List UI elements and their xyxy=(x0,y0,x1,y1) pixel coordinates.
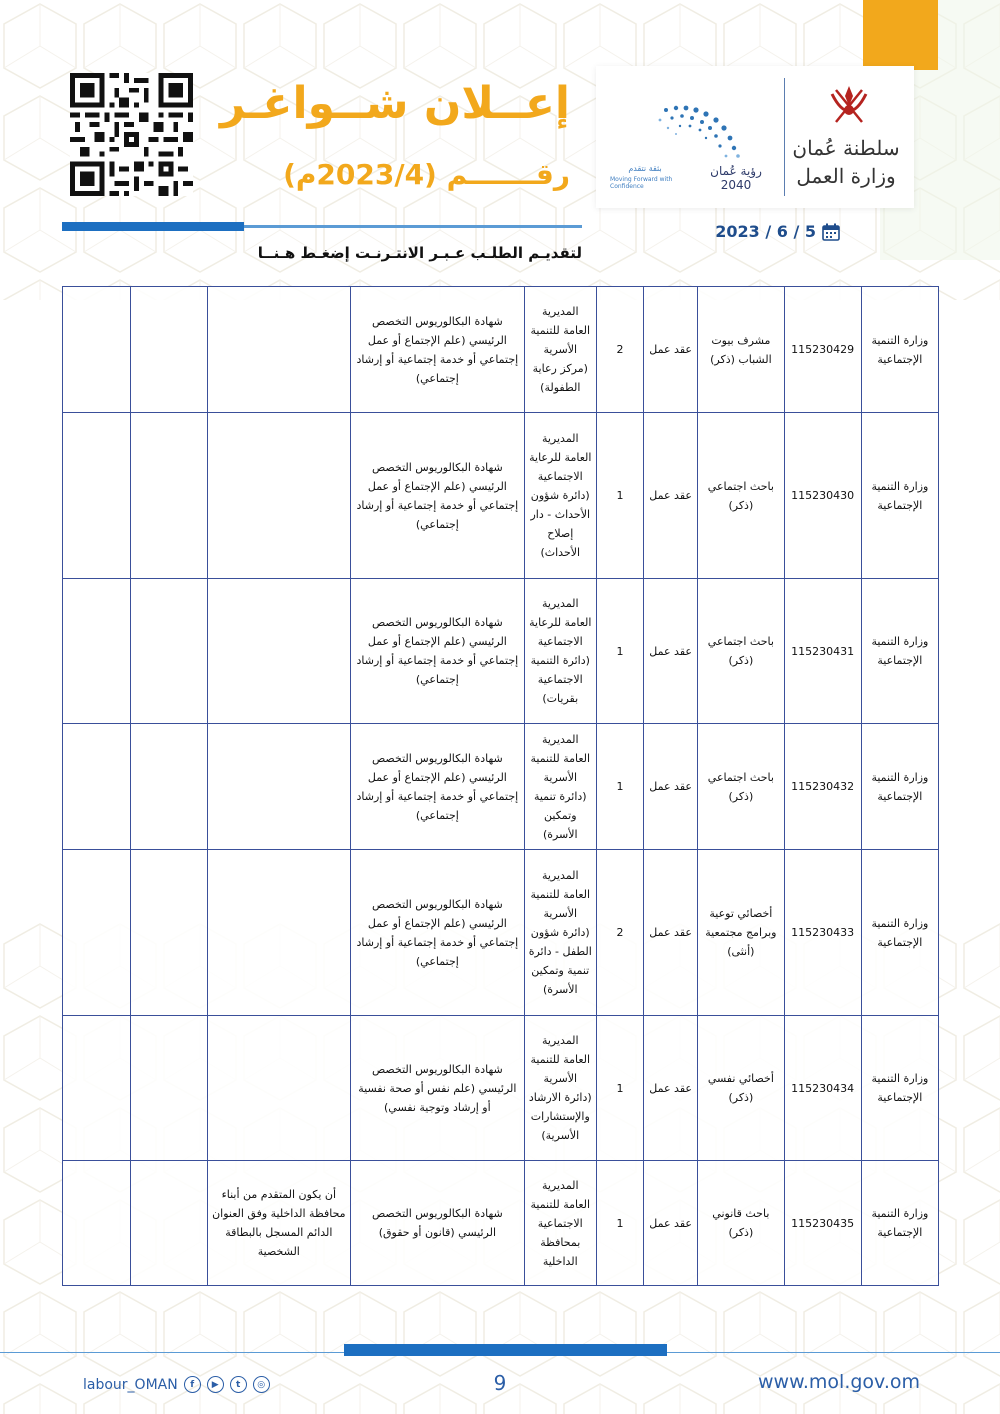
cell-title: باحث اجتماعي (ذكر) xyxy=(698,579,784,724)
vision-2040-text: رؤية عُمان 2040 xyxy=(710,164,762,192)
table-row xyxy=(63,850,939,1016)
header-rule-accent xyxy=(62,222,244,231)
footer-rule-accent xyxy=(344,1344,667,1356)
website-link[interactable]: www.mol.gov.om xyxy=(758,1371,920,1393)
cell-empty xyxy=(63,1016,131,1161)
announcement-date xyxy=(690,222,840,241)
cell-ministry: وزارة التنمية الإجتماعية xyxy=(861,287,938,413)
cell-qualification: شهادة البكالوريوس التخصص الرئيسي (علم الإجتماع أو عمل إجتماعي أو خدمة إجتماعية أو إرشاد إجتماعي) xyxy=(351,850,525,1016)
cell-directorate: المديرية العامة للرعاية الاجتماعية (دائرة شؤون الأحداث - دار إصلاح الأحداث) xyxy=(524,413,596,579)
cell-notes xyxy=(207,850,350,1016)
cell-count: 1 xyxy=(596,1161,643,1286)
youtube-icon[interactable]: ▶ xyxy=(207,1376,224,1393)
cell-notes xyxy=(207,724,350,850)
logo-divider xyxy=(784,78,785,196)
vision-tagline-ar: بثقة نتقدم xyxy=(628,164,662,173)
social-handle-text: labour_OMAN xyxy=(83,1376,178,1393)
facebook-icon[interactable]: f xyxy=(184,1376,201,1393)
cell-contract: عقد عمل xyxy=(644,850,698,1016)
social-handle xyxy=(83,1376,270,1393)
logo-ministry-text: وزارة العمل xyxy=(796,164,896,188)
cell-title: مشرف بيوت الشباب (ذكر) xyxy=(698,287,784,413)
page-title: إعــلان شــواغـر xyxy=(220,78,570,129)
cell-contract: عقد عمل xyxy=(644,724,698,850)
cell-empty xyxy=(63,413,131,579)
cell-ministry: وزارة التنمية الإجتماعية xyxy=(861,579,938,724)
oman-emblem-icon xyxy=(826,82,872,132)
logo-country-text: سلطنة عُمان xyxy=(792,136,900,160)
vision-tagline-en: Moving Forward with Confidence xyxy=(610,176,673,190)
cell-code: 115230435 xyxy=(784,1161,861,1286)
table-row xyxy=(63,1161,939,1286)
cell-notes xyxy=(207,579,350,724)
calendar-icon xyxy=(822,223,840,241)
table-row xyxy=(63,579,939,724)
page-number: 9 xyxy=(493,1371,507,1395)
cell-code: 115230431 xyxy=(784,579,861,724)
cell-count: 1 xyxy=(596,724,643,850)
cell-qualification: شهادة البكالوريوس التخصص الرئيسي (علم الإجتماع أو عمل إجتماعي أو خدمة إجتماعية أو إرشاد إجتماعي) xyxy=(351,413,525,579)
cell-qualification: شهادة البكالوريوس التخصص الرئيسي (علم الإجتماع أو عمل إجتماعي أو خدمة إجتماعية أو إرشاد إجتماعي) xyxy=(351,724,525,850)
header-accent-strip xyxy=(863,0,938,70)
table-row xyxy=(63,1016,939,1161)
cell-notes xyxy=(207,413,350,579)
twitter-icon[interactable]: t xyxy=(230,1376,247,1393)
cell-qualification: شهادة البكالوريوس التخصص الرئيسي (علم نفس أو صحة نفسية أو إرشاد وتوجية نفسي) xyxy=(351,1016,525,1161)
cell-empty xyxy=(131,724,207,850)
cell-notes xyxy=(207,287,350,413)
cell-empty xyxy=(131,579,207,724)
cell-count: 1 xyxy=(596,1016,643,1161)
cell-title: أخصائي توعية وبرامج مجتمعية (أنثى) xyxy=(698,850,784,1016)
cell-ministry: وزارة التنمية الإجتماعية xyxy=(861,1161,938,1286)
cell-code: 115230432 xyxy=(784,724,861,850)
cell-ministry: وزارة التنمية الإجتماعية xyxy=(861,1016,938,1161)
date-text: 2023 / 6 / 5 xyxy=(715,222,816,241)
cell-code: 115230430 xyxy=(784,413,861,579)
cell-code: 115230434 xyxy=(784,1016,861,1161)
cell-empty xyxy=(131,1161,207,1286)
apply-online-link[interactable]: لتقديـم الطلـب عـبـر الانتـرنـت إضغـط هـنــا xyxy=(257,244,582,262)
cell-notes: أن يكون المتقدم من أبناء محافظة الداخلية وفق العنوان الدائم المسجل بالبطاقة الشخصية xyxy=(207,1161,350,1286)
apply-qr-code[interactable] xyxy=(70,73,193,196)
cell-directorate: المديرية العامة للتنمية الأسرية (دائرة الارشاد والإستشارات الأسرية) xyxy=(524,1016,596,1161)
cell-empty xyxy=(63,1161,131,1286)
cell-contract: عقد عمل xyxy=(644,579,698,724)
cell-ministry: وزارة التنمية الإجتماعية xyxy=(861,724,938,850)
cell-count: 1 xyxy=(596,579,643,724)
table-row xyxy=(63,413,939,579)
cell-directorate: المديرية العامة للتنمية الأسرية (مركز رعاية الطفولة) xyxy=(524,287,596,413)
cell-title: باحث قانوني (ذكر) xyxy=(698,1161,784,1286)
cell-code: 115230433 xyxy=(784,850,861,1016)
vacancies-table xyxy=(62,286,939,1286)
cell-empty xyxy=(131,287,207,413)
logo-panel xyxy=(596,66,914,208)
cell-title: باحث اجتماعي (ذكر) xyxy=(698,724,784,850)
table-row xyxy=(63,287,939,413)
cell-title: باحث اجتماعي (ذكر) xyxy=(698,413,784,579)
cell-empty xyxy=(131,413,207,579)
cell-count: 1 xyxy=(596,413,643,579)
vision-2040-swirl-icon xyxy=(646,98,776,168)
cell-empty xyxy=(131,1016,207,1161)
cell-count: 2 xyxy=(596,850,643,1016)
cell-empty xyxy=(63,579,131,724)
cell-count: 2 xyxy=(596,287,643,413)
cell-qualification: شهادة البكالوريوس التخصص الرئيسي (علم الإجتماع أو عمل إجتماعي أو خدمة إجتماعية أو إرشاد إجتماعي) xyxy=(351,579,525,724)
cell-contract: عقد عمل xyxy=(644,287,698,413)
cell-contract: عقد عمل xyxy=(644,1016,698,1161)
cell-qualification: شهادة البكالوريوس التخصص الرئيسي (قانون أو حقوق) xyxy=(351,1161,525,1286)
cell-code: 115230429 xyxy=(784,287,861,413)
cell-title: أخصائي نفسي (ذكر) xyxy=(698,1016,784,1161)
cell-directorate: المديرية العامة للتنمية الأسرية (دائرة شؤون الطفل - دائرة تنمية وتمكين الأسرة) xyxy=(524,850,596,1016)
cell-empty xyxy=(63,724,131,850)
cell-notes xyxy=(207,1016,350,1161)
cell-directorate: المديرية العامة للرعاية الاجتماعية (دائرة التنمية الاجتماعية بقريات) xyxy=(524,579,596,724)
cell-directorate: المديرية العامة للتنمية الاجتماعية بمحافظة الداخلية xyxy=(524,1161,596,1286)
announcement-number: رقـــــــم (2023/4م) xyxy=(283,158,570,191)
cell-empty xyxy=(131,850,207,1016)
cell-qualification: شهادة البكالوريوس التخصص الرئيسي (علم الإجتماع أو عمل إجتماعي أو خدمة إجتماعية أو إرشاد إجتماعي) xyxy=(351,287,525,413)
table-row xyxy=(63,724,939,850)
cell-empty xyxy=(63,287,131,413)
cell-directorate: المديرية العامة للتنمية الأسرية (دائرة تنمية وتمكين الأسرة) xyxy=(524,724,596,850)
cell-ministry: وزارة التنمية الإجتماعية xyxy=(861,413,938,579)
cell-contract: عقد عمل xyxy=(644,413,698,579)
cell-ministry: وزارة التنمية الإجتماعية xyxy=(861,850,938,1016)
cell-contract: عقد عمل xyxy=(644,1161,698,1286)
instagram-icon[interactable]: ◎ xyxy=(253,1376,270,1393)
cell-empty xyxy=(63,850,131,1016)
